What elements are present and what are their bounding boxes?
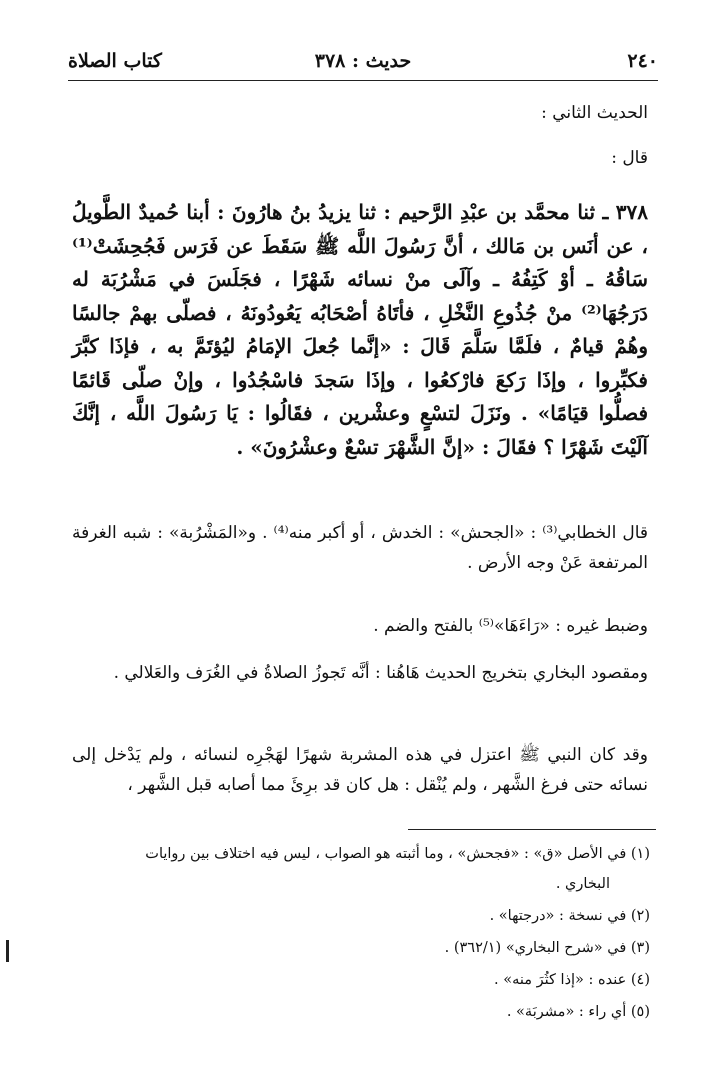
footnote-divider (408, 829, 656, 830)
footnote-4: (٤) عنده : «إذا كثُرَ منه» . (494, 972, 650, 988)
running-header (68, 46, 658, 78)
hadith-reference: حديث : ٣٧٨ (314, 50, 412, 72)
book-title: كتاب الصلاة (68, 50, 162, 72)
footnote-3: (٣) في «شرح البخاري» (٣٦٢/١) . (444, 940, 650, 956)
footnote-1: (١) في الأصل «ق» : «فجحش» ، وما أثبته هو الصواب ، ليس فيه اختلاف بين روايات (145, 846, 650, 862)
qala-line: قال : (611, 148, 648, 168)
commentary-paragraph-2: وضبط غيره : «رَاءَهَا»⁽⁵⁾ بالفتح والضم . (373, 616, 648, 636)
hadith-text (72, 196, 648, 464)
section-heading: الحديث الثاني : (541, 103, 648, 123)
margin-mark (6, 940, 9, 962)
hadith-number: ٣٧٨ ـ (602, 200, 648, 224)
footnote-5: (٥) أي راء : «مشربَة» . (506, 1004, 650, 1020)
footnote-1-continued: البخاري . (555, 876, 610, 892)
hadith-chain: ثنا محمَّد بن عبْدِ الرَّحيم : ثنا يزيدُ بنُ هارُونَ : أبنا حُميدٌ الطَّويلُ ، عن أنَس بن مَالك ، (72, 200, 648, 258)
commentary-paragraph-1: قال الخطابي⁽³⁾ : «الجحش» : الخدش ، أو أكبر منه⁽⁴⁾ . و«المَشْرُبة» : شبه الغرفة المرتفعة عَنْ وجه الأرض . (72, 523, 648, 573)
page-number: ٢٤٠ (627, 50, 658, 72)
hadith-body: أنَّ رَسُولَ اللَّه ﷺ سَقَطَ عن فَرَس فَجُحِشَتْ⁽¹⁾ سَاقُهُ ـ أوْ كَتِفُهُ ـ وآلَى منْ نسائه شَهْرًا ، فجَلَسَ في مَشْرُبَة له دَرَجُهَا⁽²⁾ منْ جُذُوعِ النَّخْلِ ، فأتَاهُ أصْحَابُه يَعُودُونَهُ ، فصلّى بهمْ جالسًا وهُمْ قيامٌ ، فلَمَّا سَلَّمَ قَالَ : «إنَّما جُعلَ الإمَامُ ليُؤتَمَّ به ، فإذَا كبَّرَ فكبِّروا ، وإذَا رَكعَ فارْكعُوا ، وإذَا سَجدَ فاسْجُدُوا ، وإنْ صلّى قَائمًا فصلُّوا قيَامًا» . ونَزَلَ لتسْعٍ وعشْرين ، فقَالُوا : يَا رَسُولَ اللَّه ، إنَّكَ آلَيْتَ شَهْرًا ؟ فقَالَ : «إنَّ الشَّهْرَ تسْعٌ وعشْرُونَ» . (72, 233, 649, 459)
header-divider (68, 80, 658, 81)
footnote-2: (٢) في نسخة : «درجتها» . (489, 908, 650, 924)
commentary-paragraph-4: وقد كان النبي ﷺ اعتزل في هذه المشربة شهرًا لهَجْرِه لنسائه ، ولم يَدْخل إلى نسائه حتى فرغ الشَّهر ، ولم يُنْقل : هل كان قد برِئَ مما أصابه قبل الشَّهر ، (72, 745, 648, 795)
commentary-paragraph-3: ومقصود البخاري بتخريج الحديث هَاهُنا : أنَّه تَجوزُ الصلاةُ في الغُرَف والعَلالي . (113, 663, 648, 683)
